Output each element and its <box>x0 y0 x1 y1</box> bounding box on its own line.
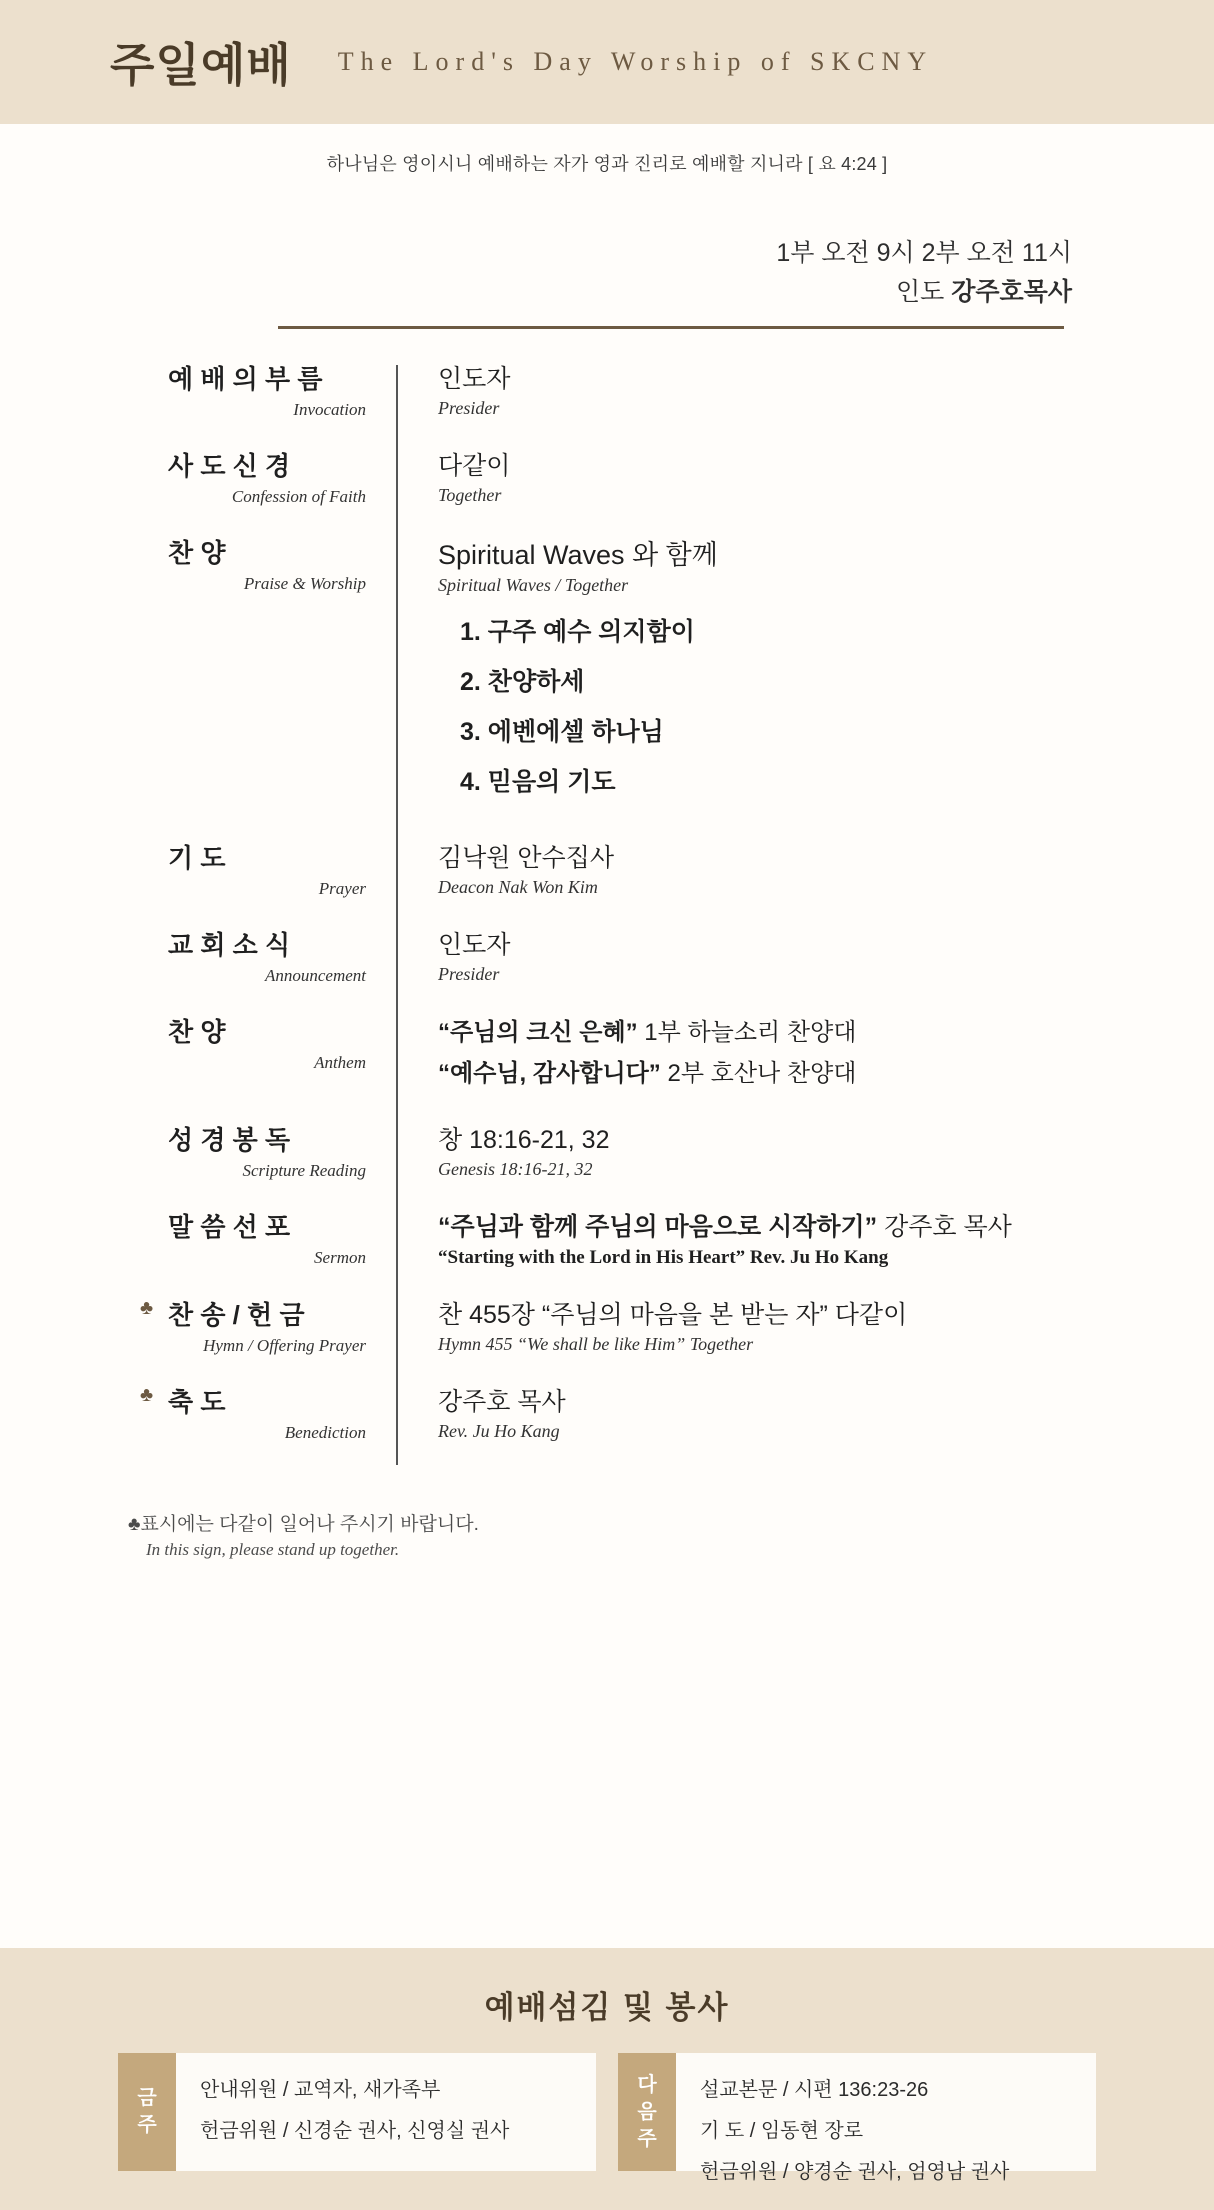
card-tab-char: 주 <box>637 2127 657 2150</box>
service-leader <box>0 273 1072 312</box>
order-item-value <box>396 446 1214 506</box>
order-value-ko: Spiritual Waves 와 함께 <box>438 539 718 570</box>
card-tab-char: 음 <box>637 2100 657 2123</box>
anthem-choir: 2부 호산나 찬양대 <box>660 1059 857 1087</box>
order-label-ko: 찬 양 <box>168 537 226 568</box>
footer-section <box>0 1948 1214 2210</box>
card-tab-char: 주 <box>137 2114 157 2136</box>
page-title-ko: 주일예배 <box>110 39 292 91</box>
footer-cards <box>0 2027 1214 2183</box>
order-item-value <box>396 359 1214 419</box>
order-label-ko: 찬 양 <box>168 1016 226 1047</box>
standing-note <box>128 1509 1214 1560</box>
order-value-ko: 김낙원 안수집사 <box>438 843 614 872</box>
service-times: 1부 오전 9시 2부 오전 11시 <box>776 239 1072 267</box>
order-label-en: Anthem <box>314 1052 366 1072</box>
card-line: 안내위원 / 교역자, 새가족부 <box>200 2079 441 2101</box>
order-row <box>140 1120 1214 1181</box>
card-tab-char: 금 <box>137 2087 157 2109</box>
order-label-ko: 성 경 봉 독 <box>168 1124 291 1155</box>
order-item-label <box>140 1295 396 1356</box>
card-line: 헌금위원 / 양경순 권사, 엄영남 권사 <box>700 2161 1010 2183</box>
order-item-label <box>140 1207 396 1268</box>
service-info <box>0 234 1214 312</box>
card-line: 설교본문 / 시편 136:23-26 <box>700 2079 929 2101</box>
order-item-label <box>140 1120 396 1181</box>
order-label-ko: 교 회 소 식 <box>168 929 291 960</box>
order-value-en: Deacon Nak Won Kim <box>438 876 598 897</box>
order-item-value <box>396 1120 1214 1180</box>
anthem-title: “주님의 크신 은혜” <box>438 1018 638 1046</box>
order-label-en: Sermon <box>314 1247 366 1267</box>
order-label-en: Hymn / Offering Prayer <box>203 1335 366 1355</box>
leader-name: 강주호목사 <box>951 277 1072 306</box>
order-label-en: Confession of Faith <box>231 486 366 506</box>
scripture-verse: 하나님은 영이시니 예배하는 자가 영과 진리로 예배할 지니라 [ 요 4:24 ] <box>326 154 888 174</box>
card-tab-char: 다 <box>637 2073 657 2096</box>
order-row-praise <box>140 533 1214 812</box>
anthem-line <box>438 1053 1214 1088</box>
order-item-value <box>396 533 1214 812</box>
order-row <box>140 446 1214 507</box>
order-value-en: Presider <box>438 397 500 418</box>
order-item-label <box>140 1382 396 1443</box>
standing-note-en: In this sign, please stand up together. <box>146 1539 400 1559</box>
order-item-value <box>396 838 1214 898</box>
order-row <box>140 1382 1214 1443</box>
order-item-label <box>140 1012 396 1073</box>
card-body <box>176 2053 596 2171</box>
header-rule <box>278 326 1064 329</box>
order-value-en: Rev. Ju Ho Kang <box>438 1420 560 1441</box>
order-label-ko: 말 씀 선 포 <box>168 1211 291 1242</box>
list-item: 1. 구주 예수 의지함이 <box>460 617 695 646</box>
order-value-ko: 찬 455장 “주님의 마음을 본 받는 자” 다같이 <box>438 1300 908 1329</box>
order-item-label <box>140 359 396 420</box>
order-label-ko: 기 도 <box>168 842 226 873</box>
order-label-ko: 예 배 의 부 름 <box>168 363 323 394</box>
order-row <box>140 925 1214 986</box>
order-value-en: Together <box>438 484 502 505</box>
anthem-title: “예수님, 감사합니다” <box>438 1059 661 1087</box>
clover-icon: ♣ <box>140 1383 154 1406</box>
card-tab <box>618 2053 676 2171</box>
order-of-worship <box>0 359 1214 1443</box>
order-label-ko: 찬 송 / 헌 금 <box>168 1299 305 1330</box>
order-row <box>140 359 1214 420</box>
order-value-ko: 강주호 목사 <box>438 1387 566 1416</box>
card-tab <box>118 2053 176 2171</box>
order-label-ko: 사 도 신 경 <box>168 450 291 481</box>
order-row-sermon <box>140 1207 1214 1269</box>
order-label-ko: 축 도 <box>168 1386 226 1417</box>
sermon-title-ko <box>438 1207 1214 1243</box>
order-value-en: Presider <box>438 963 500 984</box>
order-label-en: Prayer <box>318 878 366 898</box>
order-row <box>140 838 1214 899</box>
order-item-label <box>140 533 396 594</box>
page-title-en: The Lord's Day Worship of SKCNY <box>337 47 934 76</box>
order-value-ko: 다같이 <box>438 451 511 480</box>
standing-note-ko: ♣표시에는 다같이 일어나 주시기 바랍니다. <box>128 1513 479 1535</box>
order-value-en: Genesis 18:16-21, 32 <box>438 1158 593 1179</box>
order-item-label <box>140 925 396 986</box>
order-label-en: Announcement <box>264 965 366 985</box>
order-label-en: Praise & Worship <box>243 573 366 593</box>
list-item: 2. 찬양하세 <box>460 667 585 696</box>
anthem-choir: 1부 하늘소리 찬양대 <box>637 1018 857 1046</box>
column-divider <box>396 365 398 1465</box>
card-line: 기 도 / 임동현 장로 <box>700 2120 864 2142</box>
order-item-value <box>396 1207 1214 1269</box>
order-value-en: Spiritual Waves / Together <box>438 574 629 595</box>
clover-icon: ♣ <box>140 1296 154 1319</box>
header-band <box>0 0 1214 124</box>
order-value-en: Hymn 455 “We shall be like Him” Together <box>438 1333 754 1354</box>
order-item-label <box>140 838 396 899</box>
order-value-ko: 창 18:16-21, 32 <box>438 1125 610 1154</box>
list-item: 4. 믿음의 기도 <box>460 767 616 796</box>
sermon-title-bold: “주님과 함께 주님의 마음으로 시작하기” <box>438 1212 878 1241</box>
order-label-en: Scripture Reading <box>242 1160 366 1180</box>
sermon-preacher: 강주호 목사 <box>877 1212 1012 1241</box>
order-value-ko: 인도자 <box>438 930 511 959</box>
order-value-ko: 인도자 <box>438 364 511 393</box>
anthem-line <box>438 1012 1214 1047</box>
sermon-title-en: “Starting with the Lord in His Heart” Rev. Ju Ho Kang <box>438 1246 889 1268</box>
order-item-value <box>396 925 1214 985</box>
leader-label: 인도 <box>895 277 945 306</box>
card-body <box>676 2053 1096 2183</box>
order-item-value <box>396 1382 1214 1442</box>
praise-hymn-list <box>460 612 1214 798</box>
order-row <box>140 1295 1214 1356</box>
card-line: 헌금위원 / 신경순 권사, 신영실 권사 <box>200 2120 510 2142</box>
order-item-label <box>140 446 396 507</box>
order-item-value <box>396 1012 1214 1094</box>
footer-card-this-week <box>118 2053 596 2171</box>
footer-title: 예배섬김 및 봉사 <box>484 1990 730 2025</box>
order-label-en: Invocation <box>293 399 366 419</box>
footer-card-next-week <box>618 2053 1096 2183</box>
order-item-value <box>396 1295 1214 1355</box>
list-item: 3. 에벤에셀 하나님 <box>460 717 664 746</box>
order-label-en: Benediction <box>284 1422 366 1442</box>
order-row-anthem <box>140 1012 1214 1094</box>
